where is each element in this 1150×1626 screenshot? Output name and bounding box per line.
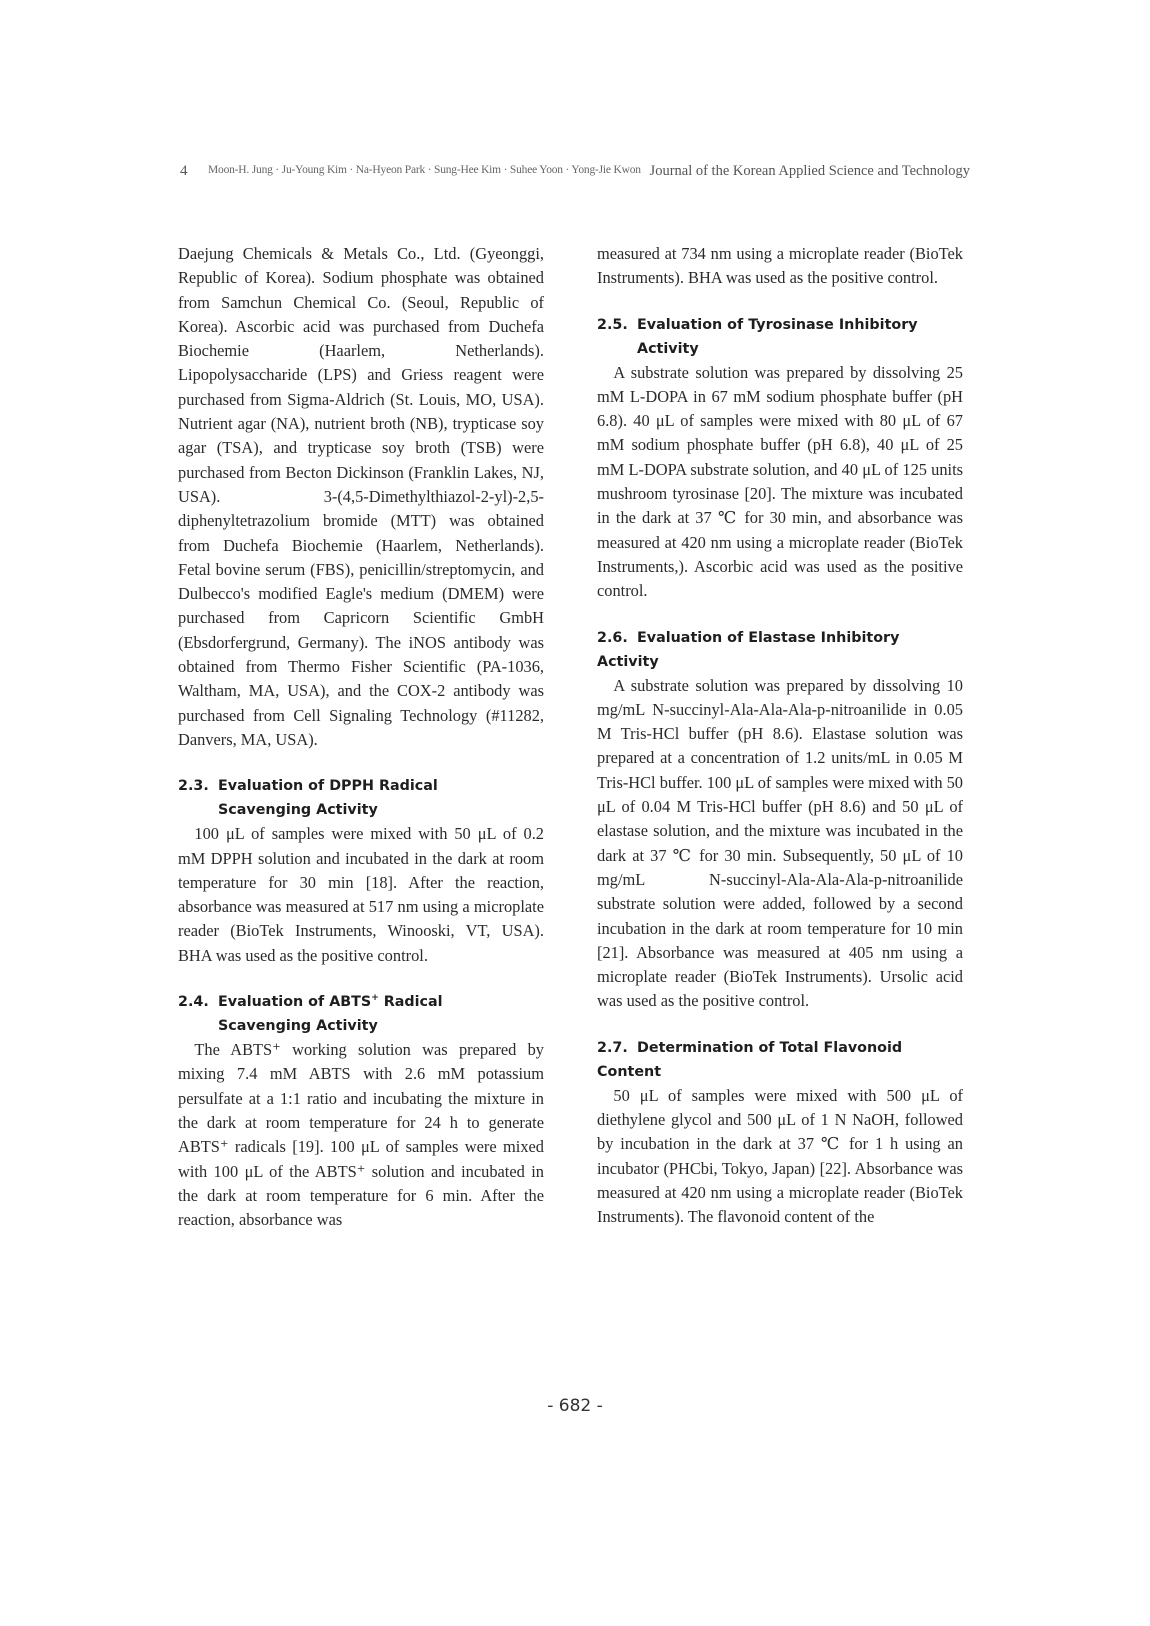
- section-2-3-number: 2.3.: [178, 778, 209, 795]
- section-2-7-heading: [597, 1036, 963, 1084]
- section-2-4-title-sup: +: [371, 993, 379, 1004]
- section-2-4-heading: [178, 990, 544, 1038]
- section-2-7-body: 50 μL of samples were mixed with 500 μL of diethylene glycol and 500 μL of 1 N NaOH, followed by incubation in the dark at 37 ℃ for 1 h using an incubator (PHCbi, Tokyo, Japan) [22]. Absorbance was measured at 420 nm using a microplate reader (BioTek Instruments). The flavonoid content of the: [597, 1085, 963, 1227]
- section-2-4-continuation: measured at 734 nm using a microplate reader (BioTek Instruments). BHA was used as the positive control.: [597, 244, 963, 288]
- left-column: [178, 242, 544, 1232]
- section-2-4-title-line2: Scavenging Activity: [218, 1018, 378, 1035]
- section-2-5-body: A substrate solution was prepared by dissolving 25 mM L-DOPA in 67 mM sodium phosphate buffer (pH 6.8). 40 μL of samples were mixed with 80 μL of 67 mM sodium phosphate buffer (pH 6.8), 40 μL of 25 mM L-DOPA substrate solution, and 40 μL of 125 units mushroom tyrosinase [20]. The mixture was incubated in the dark at 37 ℃ for 30 min, and absorbance was measured at 420 nm using a microplate reader (BioTek Instruments,). Ascorbic acid was used as the positive control.: [597, 362, 963, 601]
- section-2-5-number: 2.5.: [597, 316, 628, 333]
- section-2-4-title-post: Radical: [378, 994, 443, 1011]
- section-2-3-title-line1: Evaluation of DPPH Radical: [218, 778, 438, 795]
- page-footer-number: - 682 -: [547, 1396, 603, 1416]
- section-2-4-number: 2.4.: [178, 994, 209, 1011]
- section-2-4-body: The ABTS⁺ working solution was prepared by mixing 7.4 mM ABTS with 2.6 mM potassium persulfate at a 1:1 ratio and incubating the mixture in the dark at room temperature for 24 h to generate ABTS⁺ radicals [19]. 100 μL of samples were mixed with 100 μL of the ABTS⁺ solution and incubated in the dark at room temperature for 6 min. After the reaction, absorbance was: [178, 1040, 544, 1230]
- section-2-7-number: 2.7.: [597, 1039, 628, 1056]
- header-journal-title: Journal of the Korean Applied Science and Technology: [649, 163, 970, 179]
- section-2-6-body: A substrate solution was prepared by dissolving 10 mg/mL N-succinyl-Ala-Ala-Ala-p-nitroanilide in 0.05 M Tris-HCl buffer (pH 8.6). Elastase solution was prepared at a concentration of 1.2 units/mL in 0.05 M Tris-HCl buffer. 100 μL of samples were mixed with 50 μL of 0.04 M Tris-HCl buffer (pH 8.6) and 50 μL of elastase solution, and the mixture was incubated in the dark at 37 ℃ for 30 min. Subsequently, 50 μL of 10 mg/mL N-succinyl-Ala-Ala-Ala-p-nitroanilide substrate solution were added, followed by a second incubation in the dark at room temperature for 10 min [21]. Absorbance was measured at 405 nm using a microplate reader (BioTek Instruments). Ursolic acid was used as the positive control.: [597, 675, 964, 1011]
- materials-paragraph: Daejung Chemicals & Metals Co., Ltd. (Gyeonggi, Republic of Korea). Sodium phosphate was obtained from Samchun Chemical Co. (Seoul, Republic of Korea). Ascorbic acid was purchased from Duchefa Biochemie (Haarlem, Netherlands). Lipopolysaccharide (LPS) and Griess reagent were purchased from Sigma-Aldrich (St. Louis, MO, USA). Nutrient agar (NA), nutrient broth (NB), trypticase soy agar (TSA), and trypticase soy broth (TSB) were purchased from Becton Dickinson (Franklin Lakes, NJ, USA). 3-(4,5-Dimethylthiazol-2-yl)-2,5-diphenyltetrazolium bromide (MTT) was obtained from Duchefa Biochemie (Haarlem, Netherlands). Fetal bovine serum (FBS), penicillin/streptomycin, and Dulbecco's modified Eagle's medium (DMEM) were purchased from Capricorn Scientific GmbH (Ebsdorfergrund, Germany). The iNOS antibody was obtained from Thermo Fisher Scientific (PA-1036, Waltham, MA, USA), and the COX-2 antibody was purchased from Cell Signaling Technology (#11282, Danvers, MA, USA).: [178, 244, 544, 749]
- section-2-7-title: Determination of Total Flavonoid Content: [597, 1039, 903, 1080]
- section-2-6-number: 2.6.: [597, 629, 628, 646]
- section-2-4-title-pre: Evaluation of ABTS: [218, 994, 372, 1011]
- section-2-3-title-line2: Scavenging Activity: [218, 802, 378, 819]
- running-head: [180, 160, 970, 186]
- section-2-5-title-line1: Evaluation of Tyrosinase Inhibitory: [637, 316, 918, 333]
- header-page-number: 4: [180, 163, 188, 179]
- right-column: [597, 242, 963, 1230]
- section-2-5-title-line2: Activity: [637, 340, 699, 357]
- section-2-6-title: Evaluation of Elastase Inhibitory Activity: [597, 629, 900, 670]
- section-2-5-heading: [597, 313, 963, 361]
- section-2-6-heading: [597, 626, 963, 674]
- section-2-3-body: 100 μL of samples were mixed with 50 μL of 0.2 mM DPPH solution and incubated in the dark at room temperature for 30 min [18]. After the reaction, absorbance was measured at 517 nm using a microplate reader (BioTek Instruments, Winooski, VT, USA). BHA was used as the positive control.: [178, 824, 544, 965]
- header-authors: Moon-H. Jung · Ju-Young Kim · Na-Hyeon Park · Sung-Hee Kim · Suhee Yoon · Yong-Jie Kwon: [208, 164, 641, 176]
- section-2-3-heading: [178, 774, 544, 822]
